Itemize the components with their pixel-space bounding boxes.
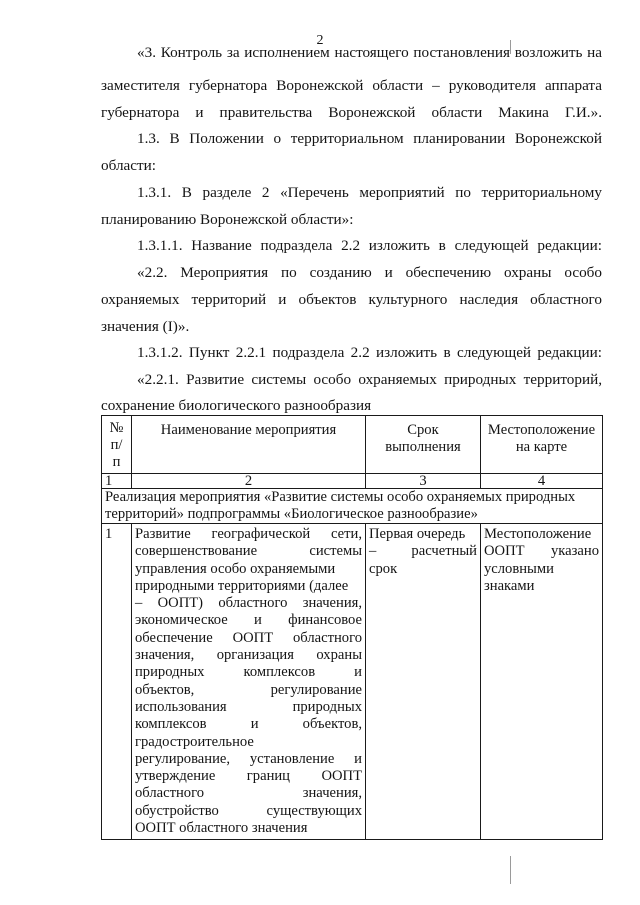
- cell-line: градостроительное: [135, 733, 254, 750]
- colnum-2: 2: [132, 474, 366, 489]
- cell-line: условными: [484, 560, 554, 577]
- cell-line: обеспечение ООПТ областного: [135, 629, 362, 646]
- page-number: 2: [316, 33, 324, 48]
- paragraph-line: губернатора и правительства Воронежской области Макина Г.И.».: [101, 104, 602, 121]
- cell-line: объектов, регулирование: [135, 681, 362, 698]
- cell-line: – ООПТ) областного значения,: [135, 595, 362, 612]
- paragraph-line: 1.3.1. В разделе 2 «Перечень мероприятий по территориальному: [137, 184, 602, 201]
- paragraph-line: области:: [101, 157, 156, 174]
- paragraph-line: «3. Контроль за исполнением настоящего постановления возложить на: [137, 44, 602, 61]
- paragraph-line: «2.2. Мероприятия по созданию и обеспечению охраны особо: [137, 264, 602, 281]
- table-row: [102, 524, 603, 840]
- cell-line: значения, организация охраны: [135, 647, 362, 664]
- cell-line: экономическое и финансовое: [135, 612, 362, 629]
- colnum-4: 4: [481, 474, 603, 489]
- section-title: Реализация мероприятия «Развитие системы особо охраняемых природных территорий» подпрограммы «Биологическое разнообразие»: [102, 489, 603, 524]
- paragraph-line: «2.2.1. Развитие системы особо охраняемых природных территорий,: [137, 371, 602, 388]
- cell-line: природных комплексов и: [135, 664, 362, 681]
- cell-line: утверждение границ ООПТ: [135, 768, 362, 785]
- cell-line: использования природных: [135, 698, 362, 715]
- cell-line: обустройство существующих: [135, 802, 362, 819]
- paragraph-line: 1.3.1.2. Пункт 2.2.1 подраздела 2.2 изложить в следующей редакции:: [137, 344, 602, 361]
- header-term: Срок выполнения: [366, 416, 481, 474]
- section-title-row: [102, 489, 603, 524]
- cell-line: совершенствование системы: [135, 543, 362, 560]
- cell-line: управления особо охраняемыми: [135, 560, 336, 577]
- cell-line: Первая очередь: [369, 526, 466, 542]
- cell-line: регулирование, установление и: [135, 750, 362, 767]
- column-number-row: [102, 474, 603, 489]
- cell-line: – расчетный: [369, 543, 477, 560]
- paragraph-line: 1.3.1.1. Название подраздела 2.2 изложить в следующей редакции:: [137, 237, 602, 254]
- paragraph-line: охраняемых территорий и объектов культурного наследия областного: [101, 291, 602, 308]
- paragraph-line: 1.3. В Положении о территориальном планировании Воронежской: [137, 130, 602, 147]
- header-num: № п/ п: [102, 416, 132, 474]
- row-name: [132, 524, 366, 840]
- measures-table: [101, 415, 603, 840]
- header-location: Местоположение на карте: [481, 416, 603, 474]
- cell-line: комплексов и объектов,: [135, 716, 362, 733]
- cell-line: ООПТ указано: [484, 543, 599, 560]
- paragraph-line: планированию Воронежской области»:: [101, 211, 354, 228]
- header-name: Наименование мероприятия: [132, 416, 366, 474]
- cell-line: ООПТ областного значения: [135, 820, 308, 837]
- paragraph-line: значения (I)».: [101, 318, 190, 335]
- colnum-3: 3: [366, 474, 481, 489]
- cell-line: знаками: [484, 577, 535, 594]
- paragraph-line: сохранение биологического разнообразия: [101, 397, 372, 414]
- row-location: [481, 524, 603, 840]
- cell-line: природными территориями (далее: [135, 577, 349, 594]
- row-num: 1: [102, 524, 132, 840]
- cell-line: Местоположение: [484, 526, 592, 542]
- row-term: [366, 524, 481, 840]
- cell-line: срок: [369, 560, 398, 577]
- margin-mark-bottom: [510, 856, 511, 884]
- cell-line: областного значения,: [135, 785, 362, 802]
- paragraph-line: заместителя губернатора Воронежской области – руководителя аппарата: [101, 77, 602, 94]
- table-header-row: [102, 416, 603, 474]
- cell-line: Развитие географической сети,: [135, 526, 362, 542]
- colnum-1: 1: [102, 474, 132, 489]
